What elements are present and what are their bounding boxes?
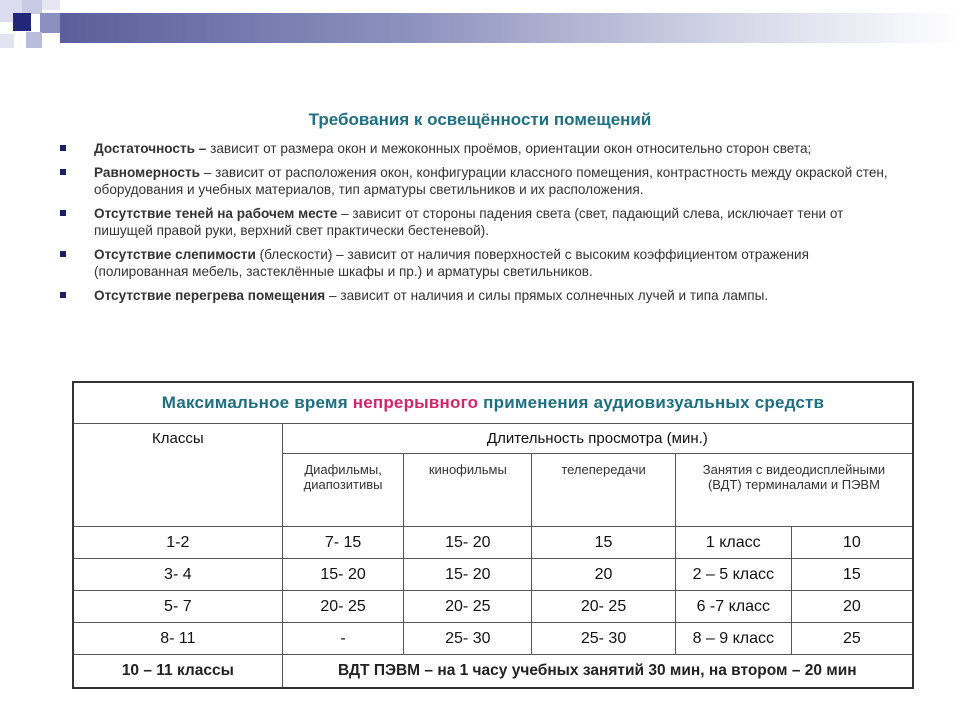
header-films: кинофильмы [404, 454, 532, 527]
square-bullet-icon [60, 210, 66, 216]
table-row: 3- 4 15- 20 15- 20 20 2 – 5 класс 15 [73, 559, 913, 591]
square-bullet-icon [60, 251, 66, 257]
av-time-table [72, 381, 914, 689]
table-caption: Максимальное время непрерывного применения аудиовизуальных средств [73, 382, 913, 424]
square-bullet-icon [60, 169, 66, 175]
table-row: 1-2 7- 15 15- 20 15 1 класс 10 [73, 527, 913, 559]
header-classes: Классы [73, 424, 282, 527]
list-item: Отсутствие теней на рабочем месте – зависит от стороны падения света (свет, падающий слева, исключает тени от пишущей правой руки, верхний свет практически бестеневой). [60, 205, 900, 239]
list-item: Отсутствие перегрева помещения – зависит от наличия и силы прямых солнечных лучей и типа лампы. [60, 287, 900, 304]
header-tv: телепередачи [532, 454, 676, 527]
table-row: 10 – 11 классы ВДТ ПЭВМ – на 1 часу учебных занятий 30 мин, на втором – 20 мин [73, 655, 913, 689]
header-vdt: Занятия с видеодисплейными (ВДТ) терминалами и ПЭВМ [675, 454, 913, 527]
list-item: Равномерность – зависит от расположения окон, конфигурации классного помещения, контрастность между окраской стен, оборудования и учебных материалов, тип арматуры светильников и их расположения. [60, 164, 900, 198]
square-bullet-icon [60, 292, 66, 298]
header-filmstrips: Диафильмы, диапозитивы [282, 454, 404, 527]
slide-title: Требования к освещённости помещений [308, 110, 652, 129]
requirements-list [60, 140, 900, 311]
square-bullet-icon [60, 145, 66, 151]
table-row: 8- 11 - 25- 30 25- 30 8 – 9 класс 25 [73, 623, 913, 655]
list-item: Отсутствие слепимости (блескости) – зависит от наличия поверхностей с высоким коэффициентом отражения (полированная мебель, застеклённые шкафы и пр.) и арматуры светильников. [60, 246, 900, 280]
header-duration: Длительность просмотра (мин.) [282, 424, 913, 454]
list-item: Достаточность – зависит от размера окон и межоконных проёмов, ориентации окон относительно сторон света; [60, 140, 900, 157]
table-row: 5- 7 20- 25 20- 25 20- 25 6 -7 класс 20 [73, 591, 913, 623]
slide-decoration [0, 0, 960, 60]
